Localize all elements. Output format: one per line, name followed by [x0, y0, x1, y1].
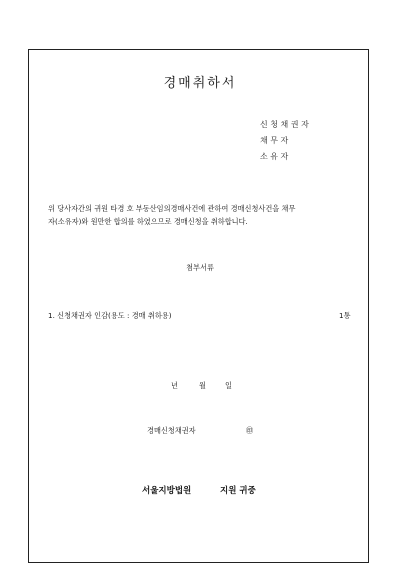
- attachment-quantity: 1통: [339, 311, 351, 320]
- court-branch-addressee: 지원 귀중: [220, 486, 256, 496]
- document-border: [28, 49, 369, 563]
- date-month: 월: [199, 381, 206, 390]
- owner-label: 소 유 자: [260, 152, 289, 161]
- attachment-item: 1. 신청채권자 인감(용도 : 경매 취하용): [48, 311, 172, 320]
- document-title: 경매취하서: [163, 76, 237, 91]
- date-year: 년: [171, 381, 178, 390]
- applicant-creditor-label: 신 청 채 권 자: [260, 120, 309, 129]
- date-day: 일: [225, 381, 232, 390]
- court-name: 서울지방법원: [142, 486, 192, 496]
- body-line-2: 자(소유자)와 원만한 합의를 하였으므로 경매신청을 취하합니다.: [48, 217, 248, 226]
- debtor-label: 채 무 자: [260, 136, 289, 145]
- seal-mark: ㊞: [246, 426, 254, 435]
- attachments-heading: 첨부서류: [186, 263, 214, 272]
- applicant-signature-label: 경매신청채권자: [147, 426, 196, 435]
- body-line-1: 위 당사자간의 귀원 타경 호 부동산임의경매사건에 관하여 경매신청사건을 채무: [48, 204, 296, 213]
- body-paragraph: [48, 202, 358, 228]
